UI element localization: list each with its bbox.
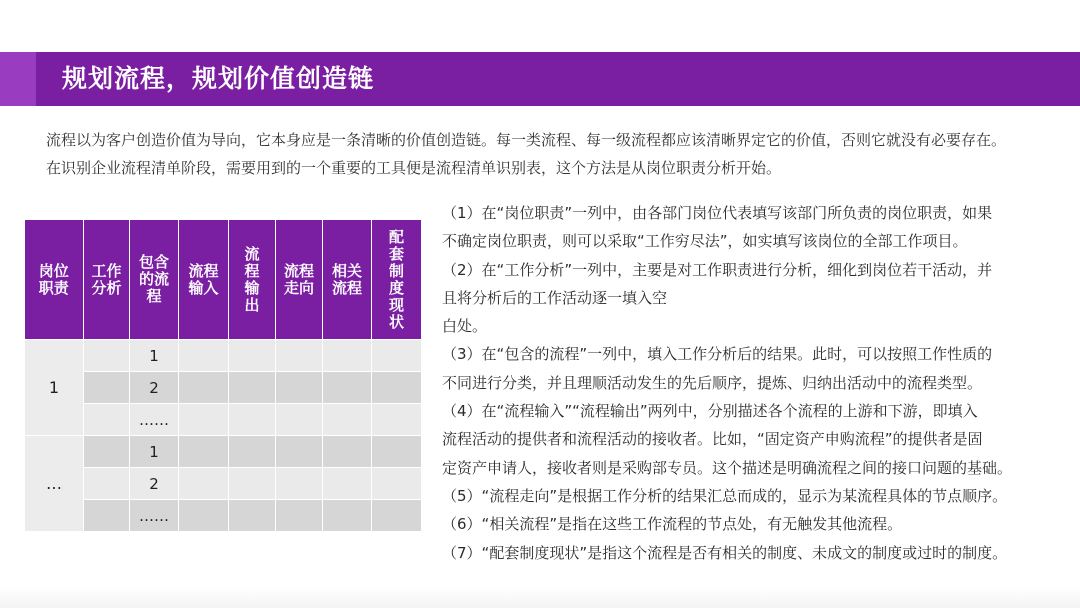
table-row [25,500,422,532]
table-cell [84,436,130,468]
note-line: （5）“流程走向”是根据工作分析的结果汇总而成的，显示为某流程具体的节点顺序。 [442,486,1008,505]
intro-line: 流程以为客户创造价值为导向，它本身应是一条清晰的价值创造链。每一类流程、每一级流程都应该清晰界定它的价值，否则它就没有必要存在。 [46,131,1007,149]
note-line: 定资产申请人，接收者则是采购部专员。这个描述是明确流程之间的接口问题的基础。 [442,458,1013,477]
table-cell [84,372,130,404]
table-cell [84,340,130,372]
title-accent [0,52,36,106]
slide-title: 规划流程，规划价值创造链 [62,64,375,93]
header-work-analysis: 工作分析 [84,220,130,340]
group-label: … [25,436,84,532]
header-process-output: 流程输出 [229,220,276,340]
header-process-direction: 流程走向 [276,220,323,340]
row-number: …… [130,500,179,532]
header-supporting-system: 配套制度现状 [372,220,422,340]
row-number: 1 [130,340,179,372]
table-cell [84,404,130,436]
header-related-process: 相关流程 [323,220,372,340]
bottom-fade [0,588,1080,608]
note-line: 不确定岗位职责，则可以采取“工作穷尽法”，如实填写该岗位的全部工作项目。 [442,232,968,251]
note-line: （7）“配套制度现状”是指这个流程是否有相关的制度、未成文的制度或过时的制度。 [442,543,1008,562]
note-line: 流程活动的提供者和流程活动的接收者。比如，“固定资产申购流程”的提供者是固 [442,430,983,449]
header-job-duty: 岗位职责 [25,220,84,340]
group-label: 1 [25,340,84,436]
note-line: （2）在“工作分析”一列中，主要是对工作职责进行分析，细化到岗位若干活动，并 [442,260,993,279]
intro-text [46,126,1066,182]
table-row [25,372,422,404]
note-line: 且将分析后的工作活动逐一填入空 [442,288,668,307]
table-row [25,436,422,468]
note-line: 白处。 [442,317,488,336]
note-line: 不同进行分类，并且理顺活动发生的先后顺序，提炼、归纳出活动中的流程类型。 [442,373,983,392]
table-row [25,340,422,372]
process-identification-table [24,220,422,532]
row-number: 1 [130,436,179,468]
intro-line: 在识别企业流程清单阶段，需要用到的一个重要的工具便是流程清单识别表，这个方法是从岗位职责分析开始。 [46,159,782,177]
table-row [25,404,422,436]
note-line: （6）“相关流程”是指在这些工作流程的节点处，有无触发其他流程。 [442,515,903,534]
row-number: 2 [130,468,179,500]
note-line: （1）在“岗位职责”一列中，由各部门岗位代表填写该部门所负责的岗位职责，如果 [442,204,993,222]
header-included-process: 包含的流程 [130,220,179,340]
table-row [25,468,422,500]
note-line: （4）在“流程输入”“流程输出”两列中，分别描述各个流程的上游和下游，即填入 [442,402,978,421]
table-cell [84,468,130,500]
table-header-row [25,220,422,340]
row-number: 2 [130,372,179,404]
row-number: …… [130,404,179,436]
explanation-notes [442,199,1062,567]
header-process-input: 流程输入 [179,220,229,340]
table-cell [84,500,130,532]
note-line: （3）在“包含的流程”一列中，填入工作分析后的结果。此时，可以按照工作性质的 [442,345,993,364]
title-bar [0,52,1080,106]
